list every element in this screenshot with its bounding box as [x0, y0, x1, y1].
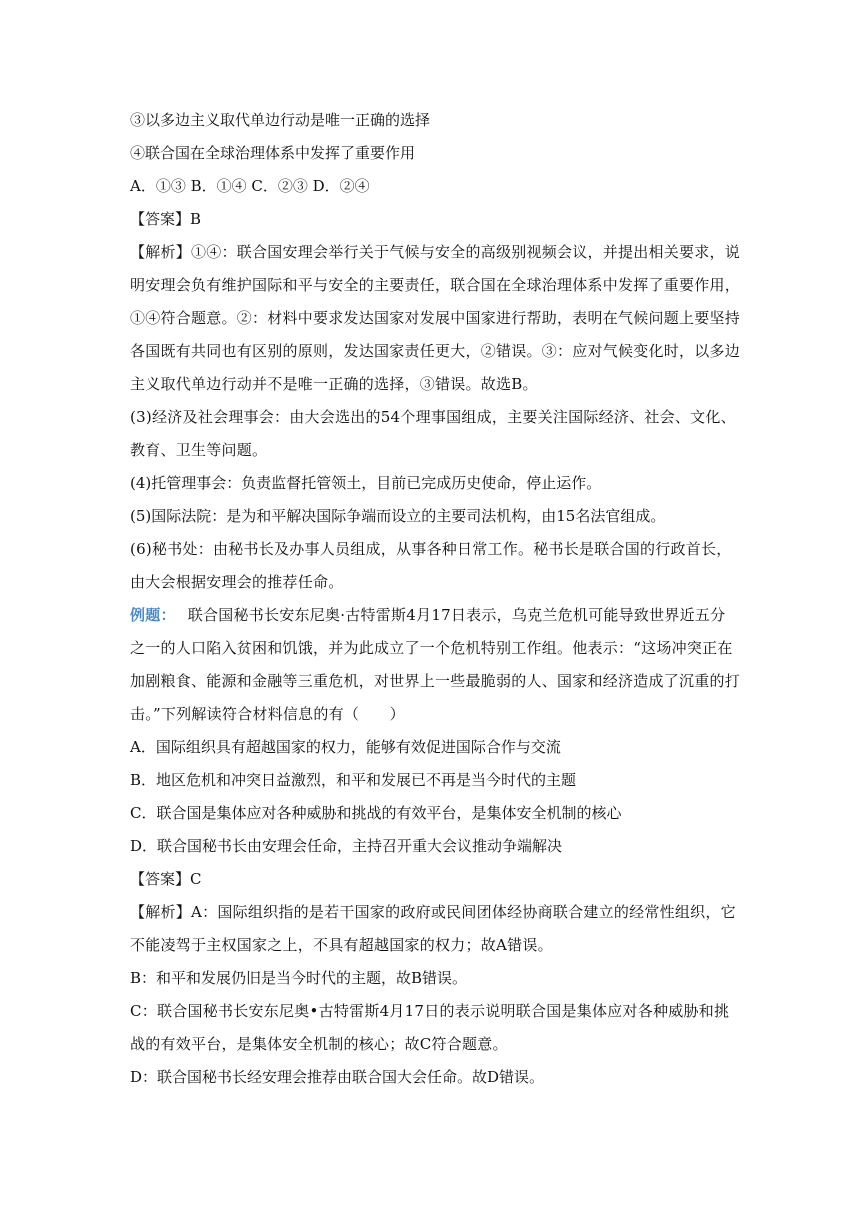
paragraph-line: ①④符合题意。②：材料中要求发达国家对发展中国家进行帮助，表明在气候问题上要坚持	[130, 309, 741, 327]
paragraph-line: 主义取代单边行动并不是唯一正确的选择，③错误。故选B。	[130, 375, 538, 393]
text-line: D．联合国秘书长由安理会任命，主持召开重大会议推动争端解决	[130, 837, 563, 855]
text-line: 【答案】B	[130, 210, 202, 228]
text-line: ③以多边主义取代单边行动是唯一正确的选择	[130, 111, 431, 129]
text-line: B．地区危机和冲突日益激烈，和平和发展已不再是当今时代的主题	[130, 771, 577, 789]
paragraph-line: 各国既有共同也有区别的原则，发达国家责任更大，②错误。③：应对气候变化时，以多边	[130, 342, 741, 360]
text-line: A．国际组织具有超越国家的权力，能够有效促进国际合作与交流	[130, 738, 561, 756]
paragraph	[130, 236, 740, 401]
example-text: 联合国秘书长安东尼奥·古特雷斯4月17日表示，乌克兰危机可能导致世界近五分	[187, 606, 726, 624]
text-line: 【答案】C	[130, 870, 202, 888]
paragraph-line: 【解析】①④：联合国安理会举行关于气候与安全的高级别视频会议，并提出相关要求，说	[130, 243, 741, 261]
text-line: C．联合国是集体应对各种威胁和挑战的有效平台，是集体安全机制的核心	[130, 804, 622, 822]
paragraph-line: 加剧粮食、能源和金融等三重危机，对世界上一些最脆弱的人、国家和经济造成了沉重的打	[130, 672, 741, 690]
text-line: D：联合国秘书长经安理会推荐由联合国大会任命。故D错误。	[130, 1068, 545, 1086]
paragraph	[130, 995, 740, 1061]
paragraph-line: C：联合国秘书长安东尼奥•古特雷斯4月17日的表示说明联合国是集体应对各种威胁和挑	[130, 1002, 730, 1020]
paragraph-line: 不能凌驾于主权国家之上，不具有超越国家的权力；故A错误。	[130, 936, 553, 954]
text-line: (4)托管理事会：负责监督托管领土，目前已完成历史使命，停止运作。	[130, 474, 602, 492]
paragraph-line: 战的有效平台，是集体安全机制的核心；故C符合题意。	[130, 1035, 508, 1053]
text-line: ④联合国在全球治理体系中发挥了重要作用	[130, 144, 416, 162]
paragraph-line: (3)经济及社会理事会：由大会选出的54个理事国组成，主要关注国际经济、社会、文化、	[130, 408, 736, 426]
paragraph-line: 之一的人口陷入贫困和饥饿，并为此成立了一个危机特别工作组。他表示：“这场冲突正在	[130, 639, 733, 657]
text-line: A．①③ B．①④ C．②③ D．②④	[130, 177, 370, 195]
paragraph-line: 【解析】A：国际组织指的是若干国家的政府或民间团体经协商联合建立的经常性组织，它	[130, 903, 736, 921]
paragraph	[130, 533, 740, 599]
paragraph-line: (6)秘书处：由秘书长及办事人员组成，从事各种日常工作。秘书长是联合国的行政首长，	[130, 540, 732, 558]
paragraph-line: 击。”下列解读符合材料信息的有（ ）	[130, 705, 405, 723]
paragraph	[130, 896, 740, 962]
paragraph-line: 明安理会负有维护国际和平与安全的主要责任，联合国在全球治理体系中发挥了重要作用，	[130, 276, 741, 294]
text-line: (5)国际法院：是为和平解决国际争端而设立的主要司法机构，由15名法官组成。	[130, 507, 666, 525]
text-line: B：和平和发展仍旧是当今时代的主题，故B错误。	[130, 969, 468, 987]
example-question	[130, 599, 740, 731]
document-body	[130, 104, 740, 1094]
paragraph-line: 由大会根据安理会的推荐任命。	[130, 573, 344, 591]
example-first-line	[130, 599, 740, 632]
paragraph	[130, 401, 740, 467]
example-label: 例题：	[130, 606, 176, 624]
paragraph-line: 教育、卫生等问题。	[130, 441, 268, 459]
